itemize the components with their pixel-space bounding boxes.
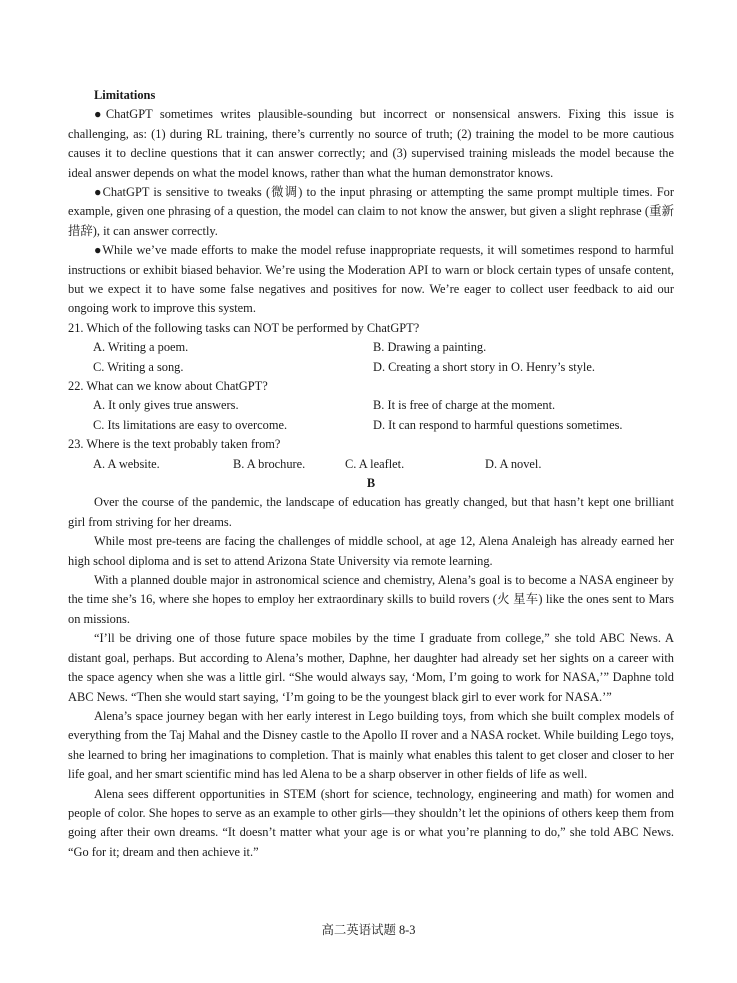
question-stem: 23. Where is the text probably taken from?	[68, 437, 281, 452]
option-row	[68, 455, 674, 474]
paragraph: Alena’s space journey began with her early interest in Lego building toys, from which she built complex models of everything from the Taj Mahal and the Disney castle to the Apollo II rover and a NASA rocket. While building Lego toys, she learned to bring her imaginations to completion. That is mainly what enables this talent to get closer and closer to her life goal, and her smart scientific mind has led Alena to be a sharp observer in other fields of life as well.	[68, 708, 674, 782]
option-row	[68, 416, 674, 435]
option-row	[68, 358, 674, 377]
option: C. A leaflet.	[345, 456, 405, 471]
option: A. It only gives true answers.	[93, 398, 239, 413]
option-row	[68, 396, 674, 415]
option: B. A brochure.	[233, 456, 306, 471]
page-footer: 高二英语试题 8-3	[321, 923, 416, 937]
option: A. A website.	[93, 456, 160, 471]
question-stem: 22. What can we know about ChatGPT?	[68, 379, 268, 394]
option: B. It is free of charge at the moment.	[373, 398, 556, 413]
section-label: B	[366, 476, 376, 491]
question-stem: 21. Which of the following tasks can NOT be performed by ChatGPT?	[68, 320, 420, 335]
option: B. Drawing a painting.	[373, 340, 487, 355]
paragraph: “I’ll be driving one of those future space mobiles by the time I graduate from college,” she told ABC News. A distant goal, perhaps. But according to Alena’s mother, Daphne, her daughter had already set her sights on a career with the space agency when she was a little girl. “She would always say, ‘Mom, I’m going to work for NASA,’” Daphne told ABC News. “Then she would start saying, ‘I’m going to be the youngest black girl to ever work for NASA.’”	[68, 631, 674, 704]
paragraph: Alena sees different opportunities in STEM (short for science, technology, engineering and math) for women and people of color. She hopes to serve as an example to other girls—they shouldn’t let the opinions of others keep them from going after their own dreams. “It doesn’t matter what your age is or what you’re planning to do,” she told ABC News. “Go for it; dream and then achieve it.”	[68, 786, 674, 859]
option: C. Writing a song.	[93, 359, 184, 374]
paragraph: While most pre-teens are facing the challenges of middle school, at age 12, Alena Analeigh has already earned her high school diploma and is set to attend Arizona State University via remote learning.	[68, 534, 674, 568]
paragraph: Over the course of the pandemic, the landscape of education has greatly changed, but that hasn’t kept one brilliant girl from striving for her dreams.	[68, 495, 674, 529]
document-page	[68, 86, 674, 862]
section-heading: Limitations	[94, 88, 156, 102]
option: D. It can respond to harmful questions sometimes.	[373, 417, 623, 432]
paragraph: ●While we’ve made efforts to make the model refuse inappropriate requests, it will sometimes respond to harmful instructions or exhibit biased behavior. We’re using the Moderation API to warn or block certain types of unsafe content, but we expect it to have some false negatives and positives for now. We’re eager to collect user feedback to aid our ongoing work to improve this system.	[68, 243, 674, 316]
option-row	[68, 338, 674, 357]
paragraph: ●ChatGPT sometimes writes plausible-sounding but incorrect or nonsensical answers. Fixing this issue is challenging, as: (1) during RL training, there’s currently no source of truth; (2) training the model to be more cautious causes it to decline questions that it can answer correctly; and (3) supervised training misleads the model because the ideal answer depends on what the model knows, rather than what the human demonstrator knows.	[68, 107, 674, 180]
paragraph: ●ChatGPT is sensitive to tweaks (微调) to the input phrasing or attempting the same prompt multiple times. For example, given one phrasing of a question, the model can claim to not know the answer, but given a slight rephrase (重新措辞), it can answer correctly.	[68, 185, 674, 238]
option: C. Its limitations are easy to overcome.	[93, 417, 288, 432]
option: A. Writing a poem.	[93, 340, 189, 355]
option: D. A novel.	[485, 456, 542, 471]
paragraph: With a planned double major in astronomical science and chemistry, Alena’s goal is to become a NASA engineer by the time she’s 16, where she hopes to employ her extraordinary skills to build rovers (火 星车) like the ones sent to Mars on missions.	[68, 573, 674, 626]
option: D. Creating a short story in O. Henry’s style.	[373, 359, 595, 374]
